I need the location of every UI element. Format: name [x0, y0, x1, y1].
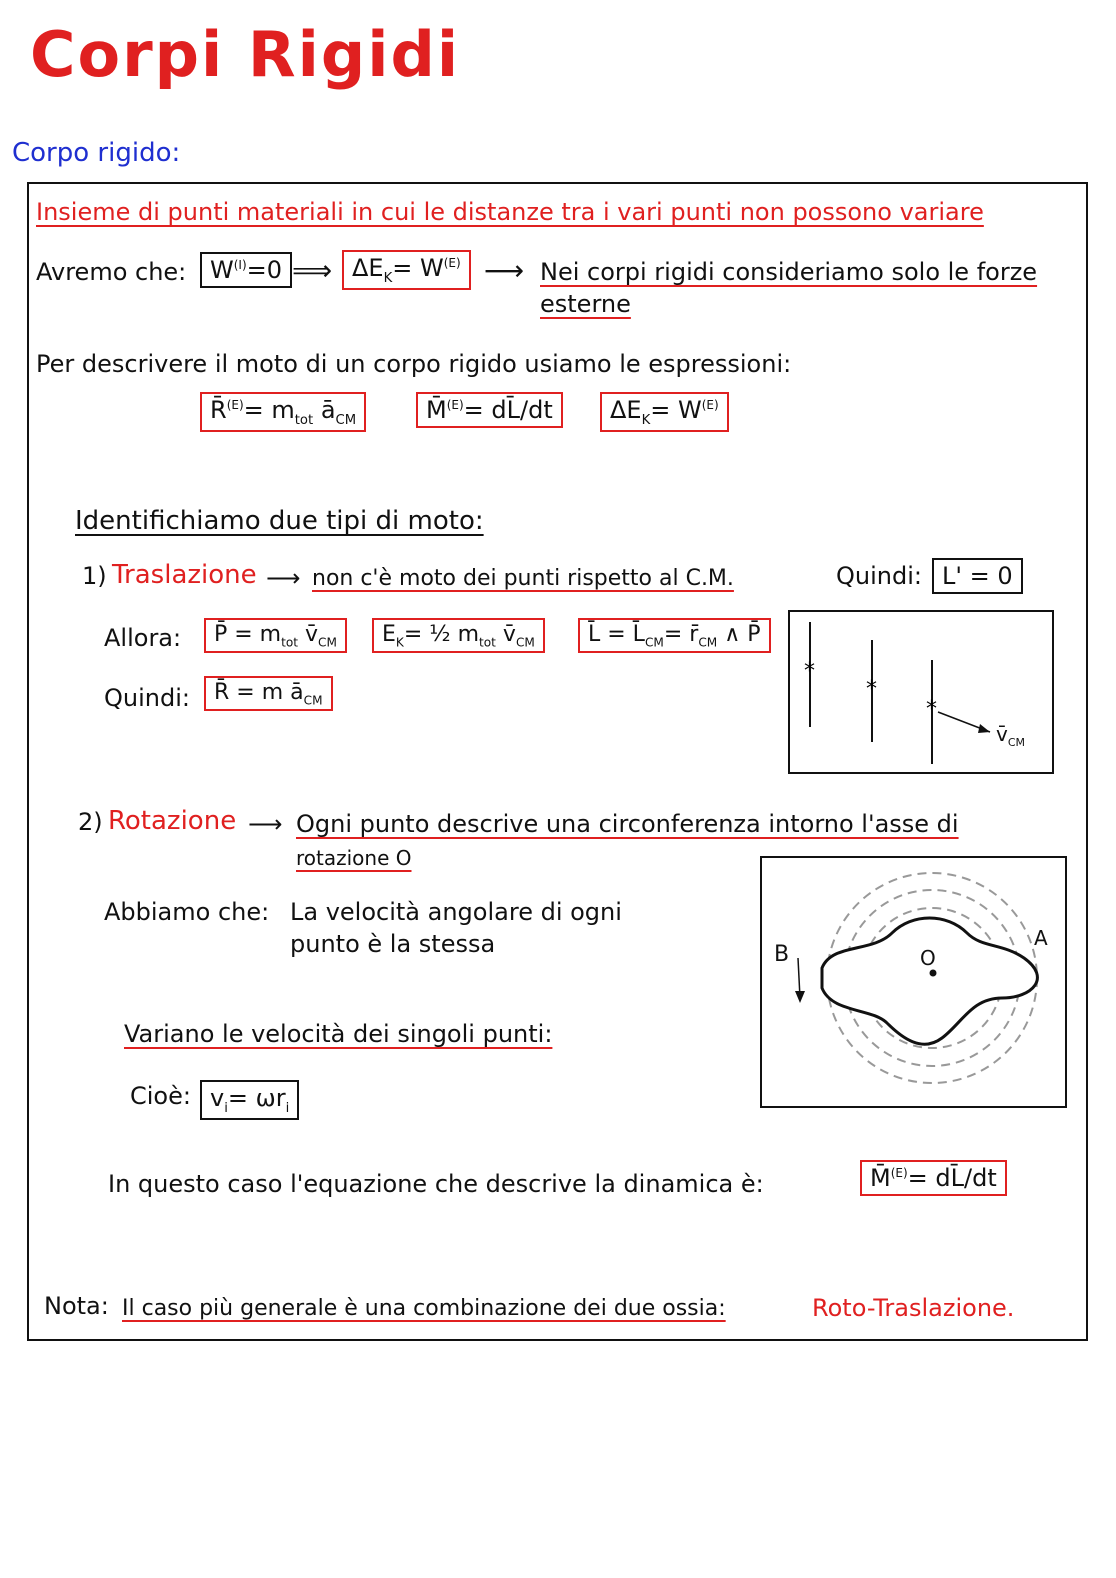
translation-number: 1) — [82, 562, 107, 590]
rotation-diagram — [760, 856, 1067, 1108]
avremo-label: Avremo che: — [36, 258, 187, 286]
rotation-name: Rotazione — [108, 806, 237, 836]
translation-arrow: ⟶ — [266, 564, 301, 592]
expression-torque: M̄$^{(E)}$= dL̄/dt — [416, 392, 563, 428]
section-label: Corpo rigido: — [12, 138, 181, 168]
implies-symbol: ⟹ — [292, 254, 333, 287]
linear-velocity-equation: $v_i= \omega r_i$ — [200, 1080, 299, 1120]
quindi2-label: Quindi: — [104, 684, 190, 712]
cioe-label: Cioè: — [130, 1082, 191, 1110]
point-label-b: B — [774, 942, 790, 967]
translation-description: non c'è moto dei punti rispetto al C.M. — [312, 566, 734, 591]
rotation-description-line2: rotazione O — [296, 846, 412, 870]
abbiamo-label: Abbiamo che: — [104, 898, 270, 926]
page-title: Corpi Rigidi — [30, 18, 461, 91]
nota-text: Il caso più generale è una combinazione dei due ossia: — [122, 1296, 726, 1321]
translation-name: Traslazione — [112, 560, 257, 590]
nota-highlight: Roto-Traslazione. — [812, 1294, 1015, 1322]
expression-force: R̄$^{(E)}$= $m_{tot}$ $ā_{CM}$ — [200, 392, 366, 432]
rotation-axis-point — [930, 970, 937, 977]
angular-velocity-line2: punto è la stessa — [290, 930, 496, 958]
work-energy-equation: $\Delta E_K= W^{(E)}$ — [342, 250, 471, 290]
force-cm-equation: R̄ = m $ā_{CM}$ — [204, 676, 333, 711]
angular-momentum-equation: L̄ = $L̄_{CM}=$ $r̄_{CM}$ ∧ P̄ — [578, 618, 771, 653]
definition-text: Insieme di punti materiali in cui le distanze tra i vari punti non possono variare — [36, 198, 984, 226]
dynamics-equation: M̄$^{(E)}$= dL̄/dt — [860, 1160, 1007, 1196]
arrow-symbol: ⟶ — [484, 254, 525, 287]
identify-text: Identifichiamo due tipi di moto: — [75, 506, 484, 536]
translation-diagram — [788, 610, 1054, 774]
work-internal-equation: $W^{(I)}=0$ — [200, 252, 292, 288]
rotation-direction-arrowhead — [795, 991, 805, 1003]
rotation-arrow: ⟶ — [248, 810, 283, 838]
translation-quindi-label: Quindi: — [836, 562, 922, 590]
variano-text: Variano le velocità dei singoli punti: — [124, 1020, 553, 1048]
velocity-arrowhead — [978, 724, 990, 733]
velocity-label: $v̄_{CM}$ — [996, 722, 1026, 749]
cm-marker-1: * — [804, 659, 815, 684]
angular-velocity-line1: La velocità angolare di ogni — [290, 898, 622, 926]
rotation-diagram-svg — [762, 858, 1065, 1106]
angular-momentum-zero: L' = 0 — [932, 558, 1023, 594]
kinetic-energy-equation: $E_K=$ ½ $m_{tot}$ $v̄_{CM}$ — [372, 618, 545, 653]
cm-marker-3: * — [926, 697, 937, 722]
rotation-description-line1: Ogni punto descrive una circonferenza intorno l'asse di — [296, 810, 959, 838]
momentum-equation: P̄ = $m_{tot}$ $v̄_{CM}$ — [204, 618, 347, 653]
dynamics-text: In questo caso l'equazione che descrive la dinamica è: — [108, 1170, 764, 1198]
cm-marker-2: * — [866, 677, 877, 702]
expression-energy: $\Delta E_K= W^{(E)}$ — [600, 392, 729, 432]
rotation-number: 2) — [78, 808, 103, 836]
describe-text: Per descrivere il moto di un corpo rigido usiamo le espressioni: — [36, 350, 792, 378]
nota-label: Nota: — [44, 1292, 109, 1320]
allora-label: Allora: — [104, 624, 182, 652]
point-label-a: A — [1034, 926, 1048, 950]
external-forces-note-line1: Nei corpi rigidi consideriamo solo le forze — [540, 258, 1038, 286]
external-forces-note-line2: esterne — [540, 290, 631, 318]
axis-label-o: O — [920, 946, 936, 970]
